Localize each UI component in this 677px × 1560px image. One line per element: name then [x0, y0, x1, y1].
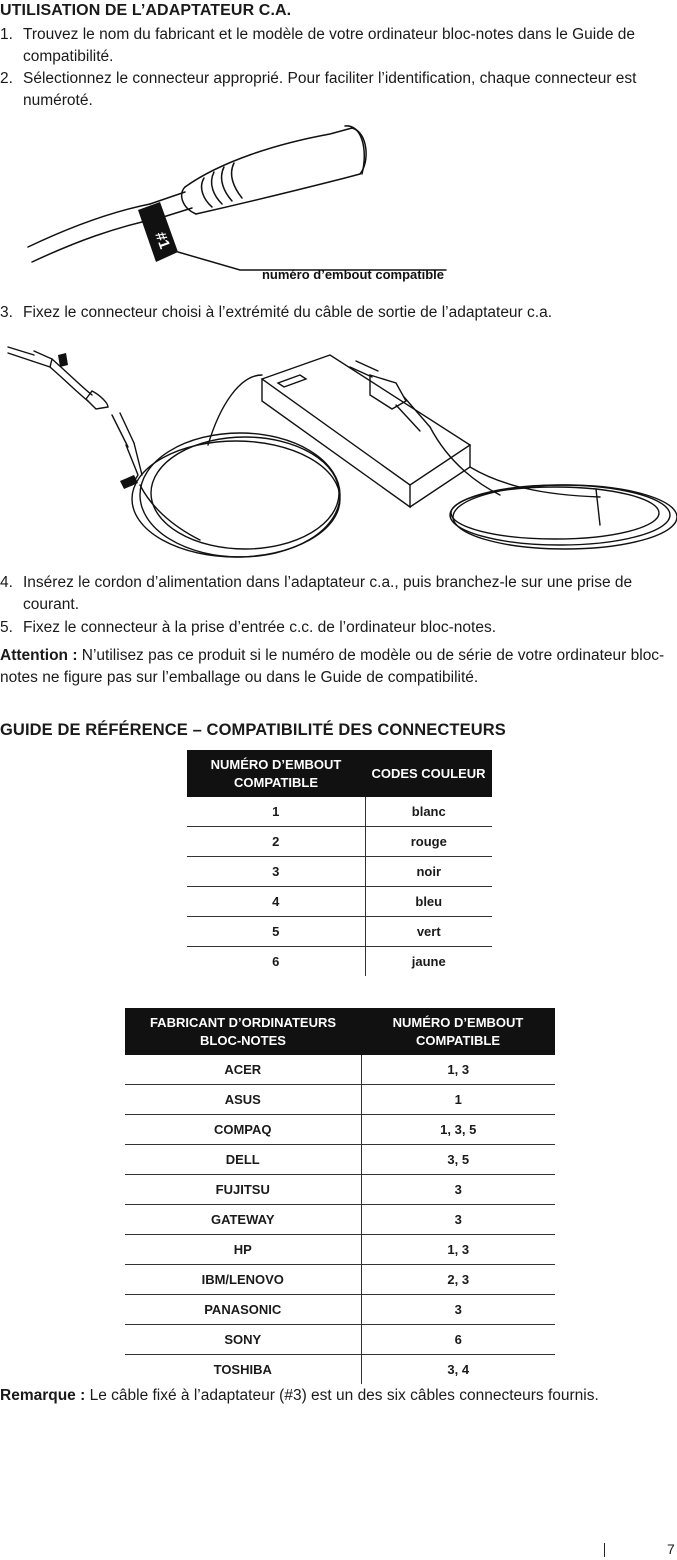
table-cell: 3: [361, 1295, 555, 1325]
table-cell: ASUS: [125, 1085, 361, 1115]
table-cell: 2: [187, 827, 365, 857]
connector-tip-illustration: [0, 112, 460, 284]
remark-label: Remarque :: [0, 1387, 86, 1404]
table-cell: 2, 3: [361, 1265, 555, 1295]
ac-adapter-illustration: [0, 335, 677, 565]
table-cell: noir: [365, 857, 492, 887]
column-header: NUMÉRO D’EMBOUT COMPATIBLE: [187, 750, 365, 797]
section-title-usage: UTILISATION DE L’ADAPTATEUR C.A.: [0, 2, 292, 19]
table-cell: 3: [361, 1205, 555, 1235]
table-row: [187, 917, 492, 947]
table-row: [125, 1085, 555, 1115]
step-number: 1.: [0, 26, 13, 43]
column-header: NUMÉRO D’EMBOUT COMPATIBLE: [361, 1008, 555, 1055]
table-row: [187, 857, 492, 887]
table-cell: COMPAQ: [125, 1115, 361, 1145]
table-cell: vert: [365, 917, 492, 947]
table-cell: 1, 3: [361, 1235, 555, 1265]
remark-note: [0, 1385, 677, 1407]
table-row: [125, 1295, 555, 1325]
step-text: Fixez le connecteur à la prise d’entrée c.c. de l’ordinateur bloc-notes.: [23, 619, 496, 636]
step-text: Sélectionnez le connecteur approprié. Pour faciliter l’identification, chaque connecteur est numéroté.: [23, 70, 637, 109]
table-cell: 1: [187, 797, 365, 827]
table-row: [125, 1325, 555, 1355]
table-cell: 6: [361, 1325, 555, 1355]
table-row: [125, 1175, 555, 1205]
table-cell: HP: [125, 1235, 361, 1265]
table-cell: 3: [187, 857, 365, 887]
section-title-reference: GUIDE DE RÉFÉRENCE – COMPATIBILITÉ DES CONNECTEURS: [0, 721, 506, 739]
table-row: [125, 1115, 555, 1145]
step-text: Fixez le connecteur choisi à l’extrémité du câble de sortie de l’adaptateur c.a.: [23, 304, 553, 321]
table-cell: SONY: [125, 1325, 361, 1355]
table-cell: 3: [361, 1175, 555, 1205]
table-cell: 1, 3: [361, 1055, 555, 1085]
table-cell: 3, 5: [361, 1145, 555, 1175]
table-cell: 4: [187, 887, 365, 917]
table-row: [125, 1205, 555, 1235]
column-header: CODES COULEUR: [365, 750, 492, 797]
table-cell: GATEWAY: [125, 1205, 361, 1235]
step-number: 3.: [0, 304, 13, 321]
manufacturer-compatibility-table: [125, 1008, 555, 1384]
table-row: [125, 1265, 555, 1295]
table-row: [187, 797, 492, 827]
attention-label: Attention :: [0, 647, 78, 664]
step-number: 5.: [0, 619, 13, 636]
table-cell: IBM/LENOVO: [125, 1265, 361, 1295]
remark-text: Le câble fixé à l’adaptateur (#3) est un des six câbles connecteurs fournis.: [89, 1387, 599, 1404]
color-code-table: [187, 750, 492, 976]
table-cell: PANASONIC: [125, 1295, 361, 1325]
table-cell: blanc: [365, 797, 492, 827]
table-cell: 1, 3, 5: [361, 1115, 555, 1145]
table-cell: DELL: [125, 1145, 361, 1175]
connector-tag: #1: [151, 229, 174, 252]
footer-divider: [604, 1543, 605, 1557]
attention-note: [0, 645, 677, 689]
table-cell: 5: [187, 917, 365, 947]
table-row: [125, 1145, 555, 1175]
step-text: Insérez le cordon d’alimentation dans l’adaptateur c.a., puis branchez-le sur une prise de courant.: [23, 574, 633, 613]
attention-text: N’utilisez pas ce produit si le numéro de modèle ou de série de votre ordinateur bloc-notes ne figure pas sur l’emballage ou dans le Guide de compatibilité.: [0, 647, 665, 686]
step-text: Trouvez le nom du fabricant et le modèle de votre ordinateur bloc-notes dans le Guide de compatibilité.: [23, 26, 636, 65]
step-number: 2.: [0, 70, 13, 87]
table-cell: 3, 4: [361, 1355, 555, 1385]
table-row: [187, 827, 492, 857]
table-cell: 6: [272, 954, 280, 969]
table-cell: 1: [361, 1085, 555, 1115]
callout-label: numéro d’embout compatible: [261, 267, 444, 282]
table-cell: rouge: [365, 827, 492, 857]
table-cell: bleu: [365, 887, 492, 917]
table-cell: TOSHIBA: [213, 1362, 272, 1377]
table-row: [187, 947, 492, 977]
column-header: FABRICANT D’ORDINATEURS BLOC-NOTES: [125, 1008, 361, 1055]
table-row: [125, 1055, 555, 1085]
table-cell: FUJITSU: [125, 1175, 361, 1205]
table-cell: ACER: [125, 1055, 361, 1085]
table-cell: jaune: [365, 947, 492, 977]
page-number: 7: [667, 1541, 675, 1557]
table-row: [125, 1355, 555, 1385]
table-row: [187, 887, 492, 917]
table-row: [125, 1235, 555, 1265]
step-number: 4.: [0, 574, 13, 591]
